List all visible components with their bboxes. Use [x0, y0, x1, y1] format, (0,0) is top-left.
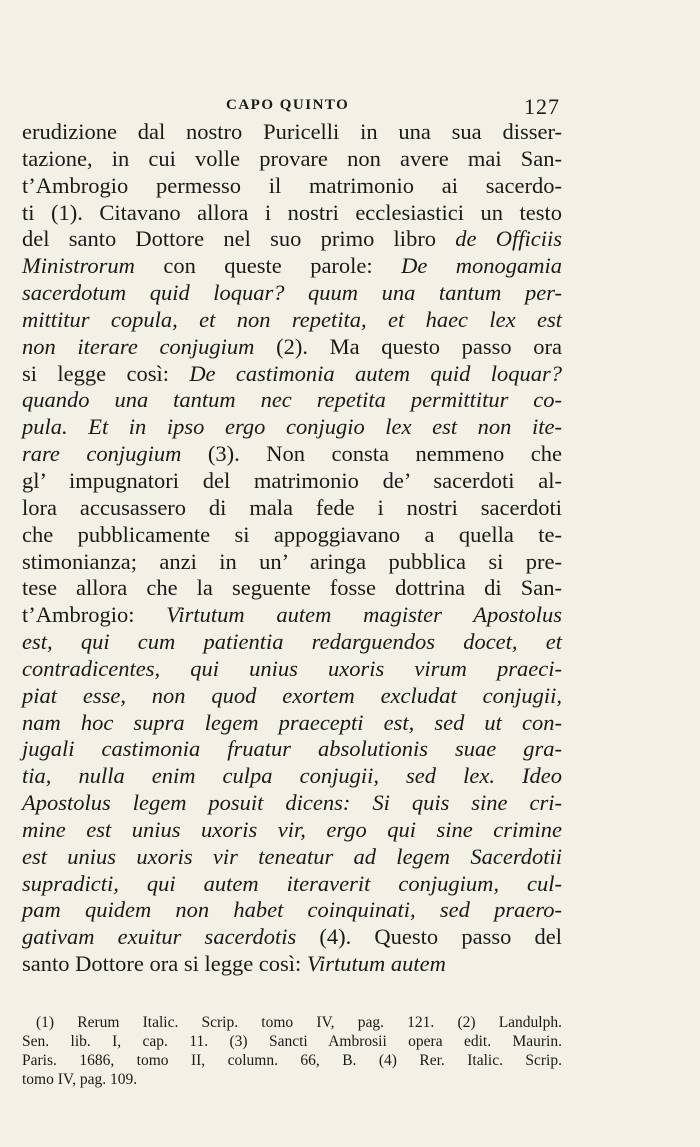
text-line — [22, 468, 562, 495]
text-segment: che pubblicamente si appoggiavano a quella te- — [22, 521, 562, 547]
text-line — [22, 736, 562, 763]
text-segment: tese allora che la seguente fosse dottrina di San- — [22, 575, 562, 601]
italic-text: de Officiis — [455, 226, 563, 252]
page-number: 127 — [524, 94, 560, 119]
italic-text: nam hoc supra legem praecepti est, sed ut con- — [22, 709, 562, 735]
text-line — [22, 522, 562, 549]
text-segment: stimonianza; anzi in un’ aringa pubblica si pre- — [22, 548, 562, 574]
text-segment: ti (1). Citavano allora i nostri ecclesiastici un testo — [22, 199, 562, 225]
italic-text: non iterare conjugium — [22, 333, 255, 359]
italic-text: est unius uxoris vir teneatur ad legem Sacerdotii — [22, 843, 562, 869]
main-text — [22, 119, 562, 978]
italic-text: contradicentes, qui unius uxoris virum praeci- — [22, 655, 562, 681]
text-segment: (4). Questo passo del — [296, 924, 562, 950]
italic-text: est, qui cum patientia redarguendos docet, et — [22, 629, 562, 655]
text-line — [22, 280, 562, 307]
running-title: CAPO QUINTO — [226, 97, 350, 113]
footnotes — [22, 1013, 562, 1089]
text-line — [22, 871, 562, 898]
text-segment: si legge così: — [22, 360, 190, 386]
footnote-line: tomo IV, pag. 109. — [22, 1071, 138, 1088]
text-line — [22, 173, 562, 200]
italic-text: Ministrorum — [22, 253, 135, 279]
text-line — [22, 575, 562, 602]
text-line — [22, 200, 562, 227]
text-line — [22, 361, 562, 388]
italic-text: Virtutum autem — [306, 951, 446, 977]
text-line — [22, 226, 562, 253]
text-line — [22, 495, 562, 522]
text-line — [22, 790, 562, 817]
text-line — [22, 844, 562, 871]
text-line — [22, 414, 562, 441]
text-line — [22, 307, 562, 334]
italic-text: sacerdotum quid loquar? quum una tantum per- — [22, 280, 562, 306]
italic-text: De monogamia — [401, 253, 563, 279]
text-line — [22, 951, 562, 978]
text-segment: lora accusassero di mala fede i nostri sacerdoti — [22, 494, 562, 520]
text-line — [22, 602, 562, 629]
text-line — [22, 387, 562, 414]
italic-text: rare conjugium — [22, 441, 182, 467]
italic-text: supradicti, qui autem iteraverit conjugium, cul- — [22, 870, 562, 896]
text-segment: (2). Ma questo passo ora — [254, 333, 562, 359]
text-segment: santo Dottore ora si legge così: — [22, 951, 307, 977]
footnote-line: Paris. 1686, tomo II, column. 66, B. (4) Rer. Italic. Scrip. — [22, 1052, 562, 1069]
text-segment: t’Ambrogio: — [22, 602, 167, 628]
italic-text: pula. Et in ipso ergo conjugio lex est non ite- — [22, 414, 562, 440]
italic-text: Apostolus legem posuit dicens: Si quis sine cri- — [22, 790, 562, 816]
text-line — [22, 763, 562, 790]
italic-text: mittitur copula, et non repetita, et haec lex est — [22, 306, 562, 332]
text-line — [22, 549, 562, 576]
italic-text: piat esse, non quod exortem excludat conjugii, — [22, 682, 562, 708]
italic-text: tia, nulla enim culpa conjugii, sed lex. Ideo — [22, 763, 562, 789]
text-line — [22, 924, 562, 951]
text-line — [22, 817, 562, 844]
text-line — [22, 253, 562, 280]
italic-text: quando una tantum nec repetita permittitur co- — [22, 387, 562, 413]
text-line — [22, 683, 562, 710]
text-segment: (3). Non consta nemmeno che — [181, 441, 562, 467]
text-segment: con queste parole: — [134, 253, 402, 279]
italic-text: Virtutum autem magister Apostolus — [166, 602, 562, 628]
italic-text: gativam exuitur sacerdotis — [22, 924, 297, 950]
italic-text: pam quidem non habet coinquinati, sed praero- — [22, 897, 562, 923]
text-line — [22, 710, 562, 737]
text-segment: erudizione dal nostro Puricelli in una sua disser- — [22, 119, 562, 144]
italic-text: De castimonia autem quid loquar? — [189, 360, 562, 386]
text-segment: del santo Dottore nel suo primo libro — [22, 226, 456, 252]
text-line — [22, 334, 562, 361]
text-line — [22, 441, 562, 468]
footnote-line: Sen. lib. I, cap. 11. (3) Sancti Ambrosii opera edit. Maurin. — [22, 1033, 562, 1050]
italic-text: jugali castimonia fruatur absolutionis suae gra- — [22, 736, 562, 762]
text-line — [22, 897, 562, 924]
text-segment: t’Ambrogio permesso il matrimonio ai sacerdo- — [22, 172, 562, 198]
text-segment: tazione, in cui volle provare non avere mai San- — [22, 145, 562, 171]
text-line — [22, 119, 562, 146]
text-line — [22, 146, 562, 173]
footnote-line: (1) Rerum Italic. Scrip. tomo IV, pag. 121. (2) Landulph. — [36, 1014, 562, 1031]
text-segment: gl’ impugnatori del matrimonio de’ sacerdoti al- — [22, 467, 562, 493]
page-header — [226, 95, 560, 119]
italic-text: mine est unius uxoris vir, ergo qui sine crimine — [22, 816, 562, 842]
text-line — [22, 656, 562, 683]
text-line — [22, 629, 562, 656]
